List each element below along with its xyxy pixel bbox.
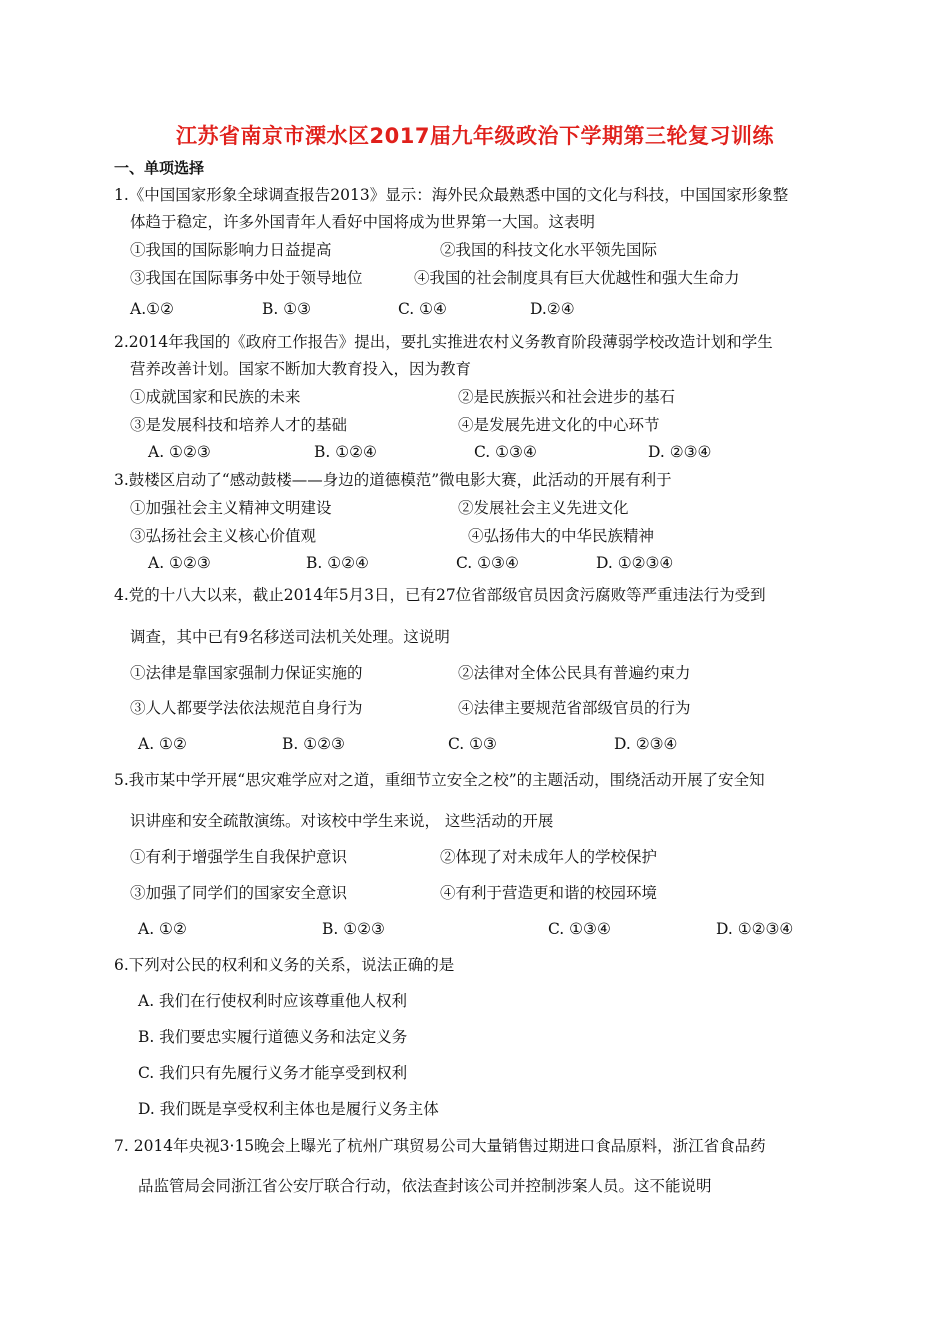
- question-1-item-2: ②我国的科技文化水平领先国际: [440, 241, 658, 259]
- question-1-line-1: 1.《中国国家形象全球调查报告2013》显示：海外民众最熟悉中国的文化与科技，中国国家形象整: [114, 186, 789, 204]
- question-5-choice-b: B. ①②③: [322, 920, 385, 938]
- question-5-line-1: 5.我市某中学开展“思灾难学应对之道，重细节立安全之校”的主题活动，围绕活动开展了安全知: [114, 771, 765, 789]
- question-5-choice-a: A. ①②: [138, 920, 187, 938]
- question-6-choice-b: B. 我们要忠实履行道德义务和法定义务: [138, 1028, 408, 1046]
- section-heading: 一、单项选择: [114, 159, 205, 177]
- question-4-choice-d: D. ②③④: [614, 735, 678, 753]
- question-6-line-1: 6.下列对公民的权利和义务的关系，说法正确的是: [114, 956, 455, 974]
- question-1-choice-b: B. ①③: [262, 300, 312, 318]
- question-3-item-1: ①加强社会主义精神文明建设: [130, 499, 332, 517]
- question-2-item-4: ④是发展先进文化的中心环节: [458, 416, 660, 434]
- question-2-item-2: ②是民族振兴和社会进步的基石: [458, 388, 676, 406]
- question-4-item-3: ③人人都要学法依法规范自身行为: [130, 699, 363, 717]
- question-5-item-3: ③加强了同学们的国家安全意识: [130, 884, 348, 902]
- question-5-item-4: ④有利于营造更和谐的校园环境: [440, 884, 658, 902]
- question-7-line-2: 品监管局会同浙江省公安厅联合行动，依法查封该公司并控制涉案人员。这不能说明: [138, 1177, 712, 1195]
- question-2-choice-a: A. ①②③: [148, 443, 211, 461]
- question-1-line-2: 体趋于稳定，许多外国青年人看好中国将成为世界第一大国。这表明: [130, 213, 596, 231]
- question-7-line-1: 7. 2014年央视3·15晚会上曝光了杭州广琪贸易公司大量销售过期进口食品原料，浙江省食品药: [114, 1137, 766, 1155]
- question-1-choice-a: A.①②: [130, 300, 174, 318]
- question-6-choice-d: D. 我们既是享受权利主体也是履行义务主体: [138, 1100, 439, 1118]
- question-5-item-1: ①有利于增强学生自我保护意识: [130, 848, 348, 866]
- document-title: 江苏省南京市溧水区2017届九年级政治下学期第三轮复习训练: [176, 124, 774, 148]
- question-1-item-1: ①我国的国际影响力日益提高: [130, 241, 332, 259]
- question-1-choice-d: D.②④: [530, 300, 575, 318]
- question-4-line-1: 4.党的十八大以来，截止2014年5月3日，已有27位省部级官员因贪污腐败等严重违法行为受到: [114, 586, 766, 604]
- question-5-line-2: 识讲座和安全疏散演练。对该校中学生来说， 这些活动的开展: [130, 812, 554, 830]
- question-3-item-2: ②发展社会主义先进文化: [458, 499, 629, 517]
- question-5-choice-c: C. ①③④: [548, 920, 611, 938]
- question-5-item-2: ②体现了对未成年人的学校保护: [440, 848, 658, 866]
- question-5-choice-d: D. ①②③④: [716, 920, 794, 938]
- question-2-choice-d: D. ②③④: [648, 443, 712, 461]
- question-4-choice-a: A. ①②: [138, 735, 187, 753]
- question-3-choice-b: B. ①②④: [306, 554, 369, 572]
- question-4-choice-b: B. ①②③: [282, 735, 345, 753]
- question-2-line-2: 营养改善计划。国家不断加大教育投入，因为教育: [130, 360, 472, 378]
- question-2-item-3: ③是发展科技和培养人才的基础: [130, 416, 348, 434]
- question-6-choice-c: C. 我们只有先履行义务才能享受到权利: [138, 1064, 408, 1082]
- question-4-choice-c: C. ①③: [448, 735, 497, 753]
- question-1-item-4: ④我国的社会制度具有巨大优越性和强大生命力: [414, 269, 740, 287]
- question-4-item-1: ①法律是靠国家强制力保证实施的: [130, 664, 363, 682]
- question-3-choice-c: C. ①③④: [456, 554, 519, 572]
- question-1-item-3: ③我国在国际事务中处于领导地位: [130, 269, 363, 287]
- question-2-line-1: 2.2014年我国的《政府工作报告》提出，要扎实推进农村义务教育阶段薄弱学校改造计划和学生: [114, 333, 773, 351]
- question-6-choice-a: A. 我们在行使权利时应该尊重他人权利: [138, 992, 408, 1010]
- question-4-line-2: 调查，其中已有9名移送司法机关处理。这说明: [130, 628, 450, 646]
- question-1-choice-c: C. ①④: [398, 300, 447, 318]
- question-2-choice-c: C. ①③④: [474, 443, 537, 461]
- question-3-item-3: ③弘扬社会主义核心价值观: [130, 527, 317, 545]
- question-3-choice-d: D. ①②③④: [596, 554, 674, 572]
- question-2-item-1: ①成就国家和民族的未来: [130, 388, 301, 406]
- question-2-choice-b: B. ①②④: [314, 443, 377, 461]
- question-4-item-4: ④法律主要规范省部级官员的行为: [458, 699, 691, 717]
- question-3-item-4: ④弘扬伟大的中华民族精神: [468, 527, 655, 545]
- question-3-line-1: 3.鼓楼区启动了“感动鼓楼——身边的道德模范”微电影大赛，此活动的开展有利于: [114, 471, 672, 489]
- question-3-choice-a: A. ①②③: [148, 554, 211, 572]
- question-4-item-2: ②法律对全体公民具有普遍约束力: [458, 664, 691, 682]
